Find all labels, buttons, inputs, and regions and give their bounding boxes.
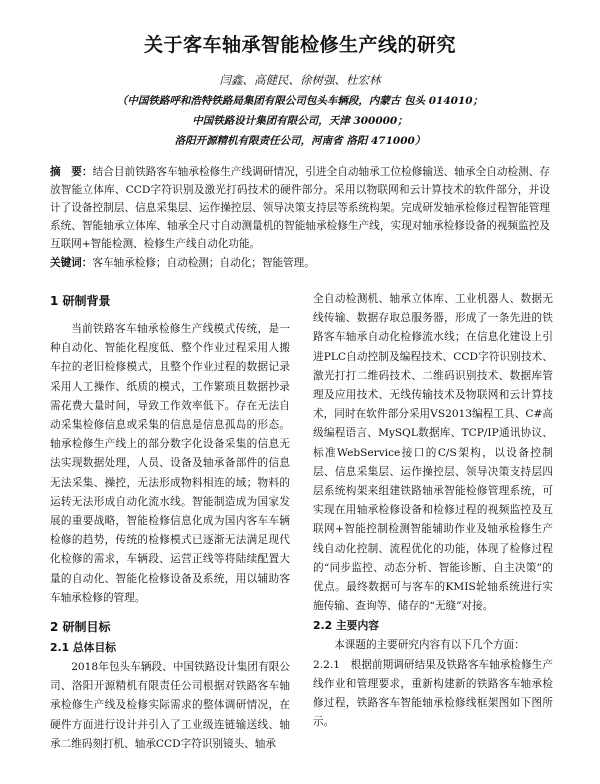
affiliation-1: （中国铁路呼和浩特铁路局集团有限公司包头车辆段，内蒙古 包头 014010； — [116, 95, 484, 107]
keywords-text: 客车轴承检修；自动检测；自动化；智能管理。 — [92, 257, 315, 269]
section-1-paragraph: 当前铁路客车轴承检修生产线模式传统，是一种自动化、智能化程度低、整个作业过程采用人搬车拉的老旧检修模式，且整个作业过程的数据记录采用人工操作、纸质的模式，工作繁琐且数据抄录需花费大量时间，导致工作效率低下。存在无法自动采集检修信息或采集的信息是信息孤岛的形态。轴承检修生产线上的部分数字化设备采集的信息无法实现数据处理，人员、设备及轴承备部件的信息无法采集、操控，无法形成物料相连的域；物料的运转无法形成自动化流水线。智能制造成为国家发展的重要战略，智能检修信息化成为国内客车车辆检修的趋势，传统的检修模式已逐渐无法满足现代化检修的需求，车辆段、运营正线等将陆续配置大量的自动化、智能化检修设备及系统，用以辅助客车轴承检修的管理。 — [50, 323, 290, 604]
section-2-1-continued: 全自动检测机、轴承立体库、工业机器人、数据无线传输、数据存取总服务器，形成了一条先进的铁路客车轴承自动化检修流水线；在信息化建设上引进PLC自动控制及编程技术、CCD字符识别技术、激光打打二维码技术、二维码识别技术、数据库管理及应用技术、无线传输技术及物联网和云计算技术，同时在软件部分采用VS2013编程工具、C#高级编程语言、MySQL数据库、TCP/IP通讯协议、标准WebService接口的C/S架构，以设备控制层、信息采集层、运作操控层、领导决策支持层四层系统构架来组建铁路轴承智能检修管理系统，可实现在用轴承检修设备和检修过程的视频监控及互联网+智能控制检测智能辅助作业及轴承检修生产线自动化控制、流程优化的功能，体现了检修过程的“同步监控、动态分析、智能诊断、自主决策”的优点。最终数据可与客车的KMIS轮轴系统进行实施传输、查询等、储存的“无缝”对接。 — [313, 293, 553, 613]
right-column — [313, 290, 553, 732]
section-1-heading: 1 研制背景 — [50, 294, 111, 308]
abstract-text: 结合目前铁路客车轴承检修生产线调研情况，引进全自动轴承工位检修输送、轴承全自动检测、存放智能立体库、CCD字符识别及激光打码技术的硬件部分。采用以物联网和云计算技术的软件部分，并设计了设备控制层、信息采集层、运作操控层、领导决策支持层等系统构架。完成研发轴承检修过程智能管理系统、智能轴承立体库、轴承全尺寸自动测量机的智能轴承检修生产线，实现对轴承检修设备的视频监控及互联网+智能检测、检修生产线自动化功能。 — [50, 166, 551, 250]
keywords-label: 关键词： — [50, 257, 93, 269]
affiliation-2: 中国铁路设计集团有限公司，天津 300000； — [192, 115, 408, 127]
left-column — [50, 290, 290, 754]
section-2-2-heading: 2.2 主要内容 — [313, 619, 380, 633]
abstract-label: 摘 要： — [50, 166, 93, 178]
keywords — [50, 254, 550, 272]
abstract — [50, 163, 550, 253]
section-2-2-1-paragraph: 2.2.1 根据前期调研结果及铁路客车轴承检修生产线作业和管理要求，重新构建新的铁路客车轴承检修过程，铁路客车智能轴承检修线框架图如下图所示。 — [313, 658, 553, 729]
affiliation-3: 洛阳开源精机有限责任公司，河南省 洛阳 471000） — [174, 135, 426, 147]
section-2-heading: 2 研制目标 — [50, 620, 111, 635]
section-2-2-paragraph: 本课题的主要研究内容有以下几个方面： — [334, 639, 525, 652]
section-2-1-heading: 2.1 总体目标 — [50, 641, 117, 655]
author-list: 闫鑫、高健民、徐树强、杜宏林 — [219, 73, 381, 87]
page-title: 关于客车轴承智能检修生产线的研究 — [143, 34, 456, 56]
section-2-1-paragraph: 2018年包头车辆段、中国铁路设计集团有限公司、洛阳开源精机有限责任公司根据对铁路客车轴承检修生产线及检修实际需求的整体调研情况，在硬件方面进行设计并引入了工业级连链输送线、轴承二维码刻打机、轴承CCD字符识别镜头、轴承 — [50, 661, 290, 750]
